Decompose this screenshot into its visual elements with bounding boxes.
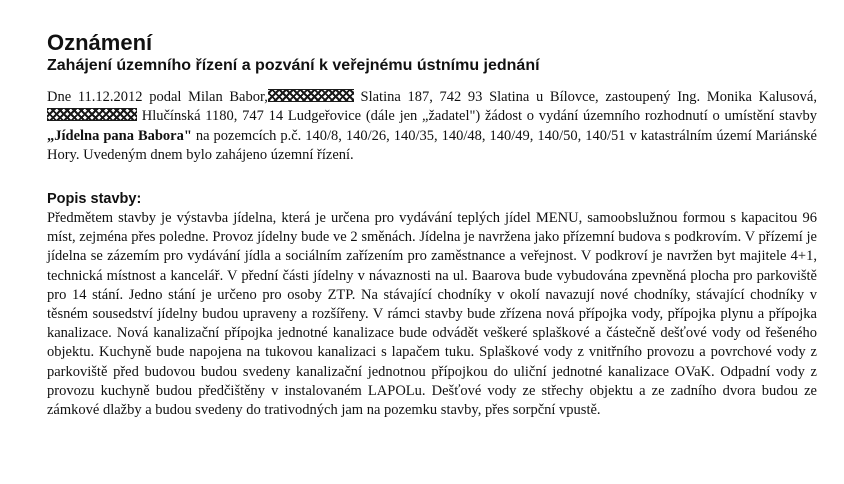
document-subtitle: Zahájení územního řízení a pozvání k veřejnému ústnímu jednání [47,57,540,74]
intro-paragraph [47,88,817,166]
redaction-mark [268,89,354,102]
intro-text-request: Hlučínská 1180, 747 14 Ludgeřovice (dále jen „žadatel") žádost o vydání územního rozhodnutí o umístění stavby [137,108,817,125]
intro-text-parcels: na pozemcích p.č. 140/8, 140/26, 140/35, 140/48, 140/49, 140/50, 140/51 v katastrálním území Mariánské Hory. Uvedeným dnem bylo zahájeno územní řízení. [47,127,817,164]
redaction-mark [47,108,137,121]
description-paragraph: Předmětem stavby je výstavba jídelna, která je určena pro vydávání teplých jídel MENU, samoobslužnou formou s kapacitou 96 míst, zejména přes poledne. Provoz jídelny bude ve 2 směnách. Jídelna je navržena jako přízemní budova s podkrovím. V přízemí je jídelna se zázemím pro vydávání jídla a sociálním zařízením pro zaměstnance a veřejnost. V podkroví je navržen byt majitele 4+1, technická místnost a kancelář. V přední části jídelny v návaznosti na ul. Baarova bude vybudována zpevněná plocha pro parkoviště pro 14 stání. Jedno stání je určeno pro osoby ZTP. Na stávající chodníky v okolí navazují nové chodníky, stávající chodníky v těsném sousedství jídelny budou upraveny a rozšířeny. V rámci stavby bude zřízena nová přípojka vody, přípojka plynu a přípojka kanalizace. Nová kanalizační přípojka jednotné kanalizace bude odvádět veškeré splaškové a částečně dešťové vody od řešeného objektu. Kuchyně bude napojena na tukovou kanalizaci s lapačem tuku. Splaškové vody z vnitřního provozu a povrchové vody z parkoviště před budovou budou svedeny kanalizační jednotnou přípojkou do uliční jednotné kanalizace OVaK. Odpadní vody z provozu kuchyně budou předčištěny v instalovaném LAPOLu. Dešťové vody ze střechy objektu a ze zadního dvora budou ze zámkové dlažby a budou svedeny do trativodných jam na pozemku stavby, přes sorpční vpustě. [47,210,817,419]
intro-text-applicant: Dne 11.12.2012 podal Milan Babor, [47,89,268,105]
document-title: Oznámení [47,30,153,55]
intro-text-address: Slatina 187, 742 93 Slatina u Bílovce, zastoupený Ing. Monika Kalusová, [353,89,817,105]
building-name: „Jídelna pana Babora" [47,127,192,144]
section-heading: Popis stavby: [47,191,142,207]
